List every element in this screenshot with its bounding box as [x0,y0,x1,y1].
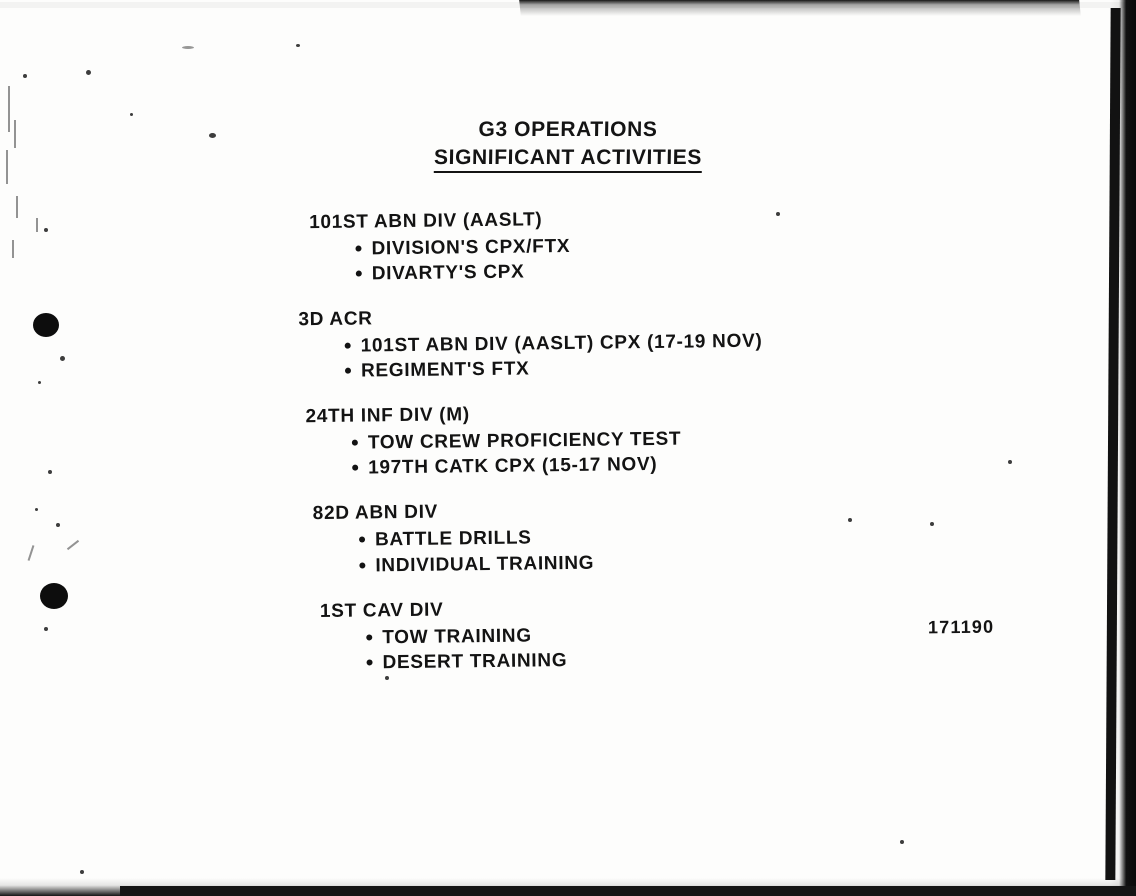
bullet-icon [359,537,365,543]
bullet-icon [356,271,362,277]
document-number: 171190 [927,616,995,638]
bullet-icon [345,343,351,349]
list-item-label: INDIVIDUAL TRAINING [375,552,595,576]
bullet-icon [352,465,358,471]
unit-activity-list [309,229,998,288]
list-item-label: DESERT TRAINING [382,649,568,673]
list-item-label: BATTLE DRILLS [374,527,532,551]
unit-activity-list [299,326,1000,385]
list-item-label: 197TH CATK CPX (15-17 NOV) [368,454,658,479]
list-item-label: 101ST ABN DIV (AASLT) CPX (17-19 NOV) [360,330,763,357]
unit-group [309,204,998,288]
list-item-label: REGIMENT'S FTX [360,358,530,382]
bullet-icon [367,659,373,665]
unit-heading: 1ST CAV DIV [319,599,444,622]
unit-group [313,495,1002,579]
list-item-label: DIVISION'S CPX/FTX [371,235,571,260]
document-title-block [0,118,1136,173]
unit-group [305,398,1000,482]
unit-heading: 24TH INF DIV (M) [305,404,470,428]
significant-activities-list [297,204,1003,698]
bullet-icon [352,440,358,446]
bullet-icon [345,368,351,374]
list-item-label: TOW TRAINING [382,625,532,648]
unit-heading: 82D ABN DIV [312,502,439,525]
unit-group [320,592,1003,675]
unit-activity-list [306,423,1001,482]
unit-activity-list [320,617,1003,675]
document-title-secondary: SIGNIFICANT ACTIVITIES [434,146,702,173]
bullet-icon [366,634,372,640]
document-title-primary: G3 OPERATIONS [478,118,658,141]
list-item-label: DIVARTY'S CPX [371,261,525,285]
bullet-icon [359,562,365,568]
unit-activity-list [313,520,1002,579]
unit-heading: 101ST ABN DIV (AASLT) [309,209,543,234]
list-item-label: TOW CREW PROFICIENCY TEST [367,428,682,454]
unit-heading: 3D ACR [298,308,373,331]
bullet-icon [355,246,361,252]
unit-group [298,301,999,385]
